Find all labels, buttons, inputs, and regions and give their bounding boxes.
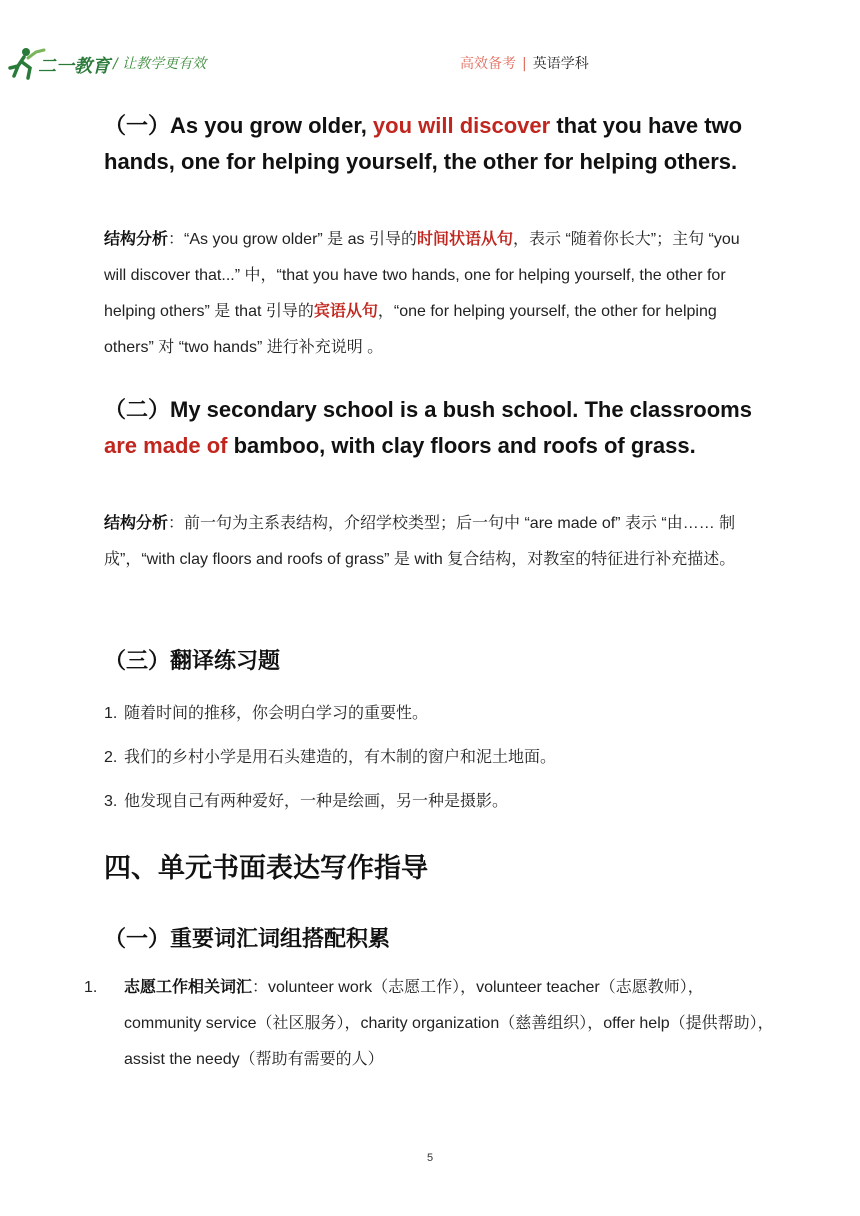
analysis-term: 宾语从句 (313, 303, 378, 320)
sentence-1-suffix: that you have two hands, one for helping yourself, the other for helping others. (104, 113, 743, 174)
item-text: 随着时间的推移，你会明白学习的重要性。 (124, 705, 429, 722)
sentence-2-prefix: （二）My secondary school is a bush school. The classrooms (104, 397, 752, 422)
item-text: 他发现自己有两种爱好，一种是绘画，另一种是摄影。 (124, 793, 509, 810)
item-number: 1. (104, 705, 118, 722)
sentence-2-suffix: bamboo, with clay floors and roofs of grass. (227, 433, 696, 458)
header-category: 高效备考 (460, 56, 516, 72)
list-item (104, 744, 754, 767)
analysis-text: ：“As you grow older” 是 as 引导的 (168, 231, 417, 248)
header-separator: | (522, 56, 527, 72)
vocabulary-item (84, 970, 774, 1078)
analysis-label: 结构分析 (104, 231, 169, 248)
sentence-1-highlight: you will discover (372, 113, 551, 138)
analysis-text: ，“one for helping yourself, the other for helping others” 对 “two hands” 进行补充说明 。 (104, 303, 717, 356)
item-number: 1. (84, 979, 98, 996)
item-text: 我们的乡村小学是用石头建造的，有木制的窗户和泥土地面。 (124, 749, 557, 766)
list-item (104, 700, 754, 723)
sentence-2-analysis (104, 506, 754, 578)
translation-exercise-heading: （三）翻译练习题 (104, 649, 281, 674)
vocabulary-text: ：volunteer work（志愿工作），volunteer teacher（志愿教师），community service（社区服务），charity organization（慈善组织），offer help（提供帮助），assist the needy（帮助有需要的人） (124, 979, 774, 1068)
item-number: 2. (104, 749, 118, 766)
sentence-1-prefix: （一）As you grow older, (104, 113, 373, 138)
section-4-title: 四、单元书面表达写作指导 (104, 853, 428, 884)
vocabulary-heading: （一）重要词汇词组搭配积累 (104, 927, 391, 952)
page-number: 5 (426, 1152, 434, 1164)
header-subject: 英语学科 (532, 56, 589, 72)
sentence-2-highlight: are made of (104, 433, 228, 458)
sentence-2-heading (104, 392, 754, 464)
slogan: / 让教学更有效 (113, 56, 207, 72)
brand-name: 二一教育 (38, 56, 110, 77)
header-meta (460, 53, 589, 73)
analysis-text: ：前一句为主系表结构，介绍学校类型；后一句中 “are made of” 表示 “由…… 制成”，“with clay floors and roofs of grass” 是 with 复合结构，对教室的特征进行补充描述。 (104, 515, 736, 568)
analysis-text: ，表示 “随着你长大”；主句 “you will discover that...” 中，“that you have two hands, one for helping yourself, the other for helping others” 是 that 引导的 (104, 231, 740, 320)
item-number: 3. (104, 793, 118, 810)
list-item (104, 788, 754, 811)
analysis-label: 结构分析 (104, 515, 169, 532)
analysis-term: 时间状语从句 (416, 231, 513, 248)
sentence-1-heading (104, 108, 754, 180)
vocabulary-label: 志愿工作相关词汇 (124, 979, 253, 996)
sentence-1-analysis (104, 222, 754, 366)
